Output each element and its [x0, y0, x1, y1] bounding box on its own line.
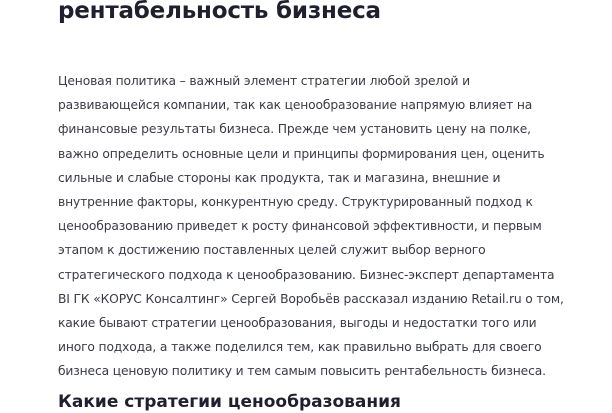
paragraph-line: важно определить основные цели и принципы формирования цен, оценить [58, 146, 545, 161]
next-section-heading: Какие стратегии ценообразования [58, 392, 401, 412]
paragraph-line: иного подхода, а также поделился тем, как правильно выбрать для своего [58, 340, 542, 355]
article-paragraph [58, 69, 564, 384]
paragraph-line: развивающейся компании, так как ценообразование напрямую влияет на [58, 98, 533, 113]
paragraph-line: финансовые результаты бизнеса. Прежде чем установить цену на полке, [58, 122, 531, 137]
paragraph-line: сильные и слабые стороны как продукта, так и магазина, внешние и [58, 170, 501, 185]
paragraph-line: бизнеса ценовую политику и тем самым повысить рентабельность бизнеса. [58, 364, 546, 379]
article-title-fragment: рентабельность бизнеса [58, 0, 381, 24]
paragraph-line: Ценовая политика – важный элемент стратегии любой зрелой и [58, 74, 470, 88]
paragraph-line: внутренние факторы, конкурентную среду. Структурированный подход к [58, 195, 533, 210]
paragraph-line: стратегического подхода к ценообразованию. Бизнес-эксперт департамента [58, 267, 555, 282]
paragraph-line: какие бывают стратегии ценообразования, выгоды и недостатки того или [58, 316, 537, 331]
paragraph-line: ценообразованию приведет к росту финансовой эффективности, и первым [58, 219, 542, 234]
paragraph-line: BI ГК «КОРУС Консалтинг» Сергей Воробьёв рассказал изданию Retail.ru о том, [58, 291, 564, 306]
paragraph-line: этапом к достижению поставленных целей служит выбор верного [58, 243, 486, 258]
